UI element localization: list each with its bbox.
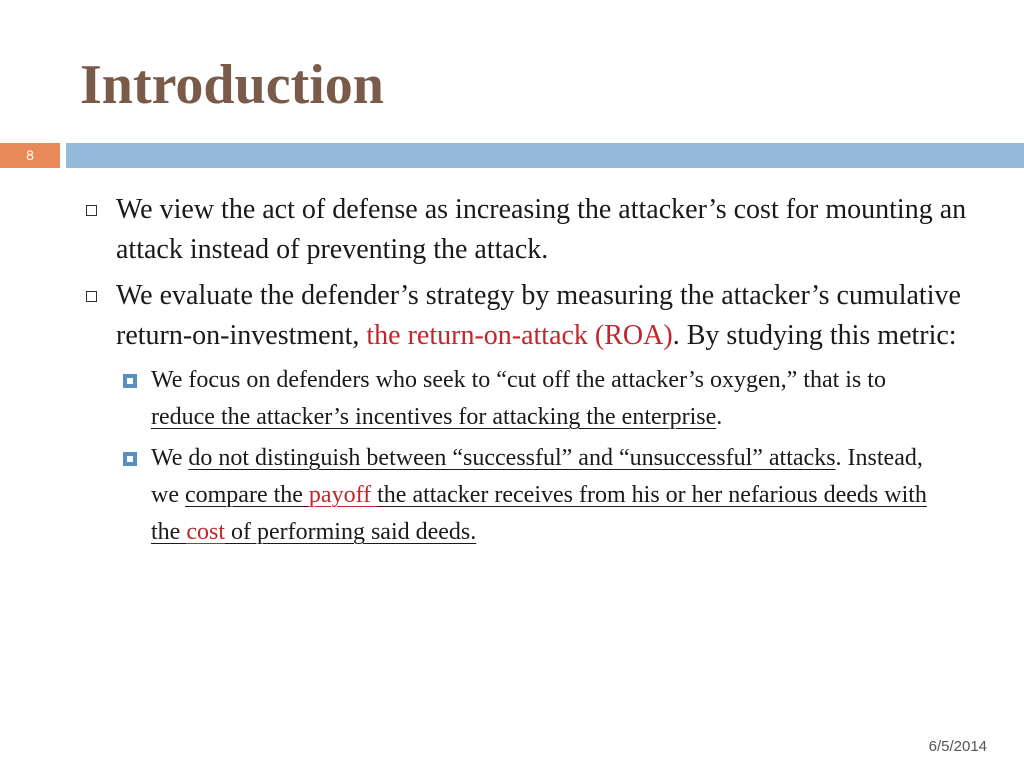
underlined-phrase: compare the <box>184 482 309 508</box>
sub-bullet-cut-oxygen <box>80 362 950 436</box>
sub-bullet-payoff-cost <box>80 440 950 551</box>
slide-number: 8 <box>0 143 60 168</box>
bullet-evaluate-strategy <box>80 276 980 356</box>
bullet-text-after: . By studying this metric: <box>672 320 957 351</box>
filled-square-bullet-icon <box>123 374 137 388</box>
underlined-phrase: do not distinguish between “successful” and “unsuccessful” attacks <box>188 445 836 471</box>
sub-bullet-text-before: We focus on defenders who seek to “cut off the attacker’s oxygen,” that is to <box>151 367 886 393</box>
sub-bullet-mid: . Instead, we <box>151 445 923 508</box>
bullet-defense-view <box>80 190 980 270</box>
roa-highlight: the return-on-attack (ROA) <box>366 320 673 351</box>
underlined-phrase: reduce the attacker’s incentives for attacking the enterprise <box>151 404 717 430</box>
sub-bullet-lead: We <box>151 445 189 471</box>
sub-bullet-text-after: . <box>716 404 723 430</box>
underlined-phrase: the attacker receives from his or her nefarious deeds with the <box>151 482 927 545</box>
cost-highlight: cost <box>186 519 225 545</box>
slide-date: 6/5/2014 <box>928 738 987 755</box>
underlined-phrase: of performing said deeds. <box>225 519 477 545</box>
square-bullet-icon <box>86 205 97 216</box>
slide-content <box>80 190 980 555</box>
square-bullet-icon <box>86 291 97 302</box>
payoff-highlight: payoff <box>308 482 378 508</box>
filled-square-bullet-icon <box>123 452 137 466</box>
bullet-text: We view the act of defense as increasing the attacker’s cost for mounting an attack instead of preventing the attack. <box>116 194 967 265</box>
slide-title: Introduction <box>80 54 384 116</box>
bullet-text-before: We evaluate the defender’s strategy by measuring the attacker’s cumulative return-on-investment, <box>116 280 961 351</box>
header-bar <box>66 143 1024 168</box>
